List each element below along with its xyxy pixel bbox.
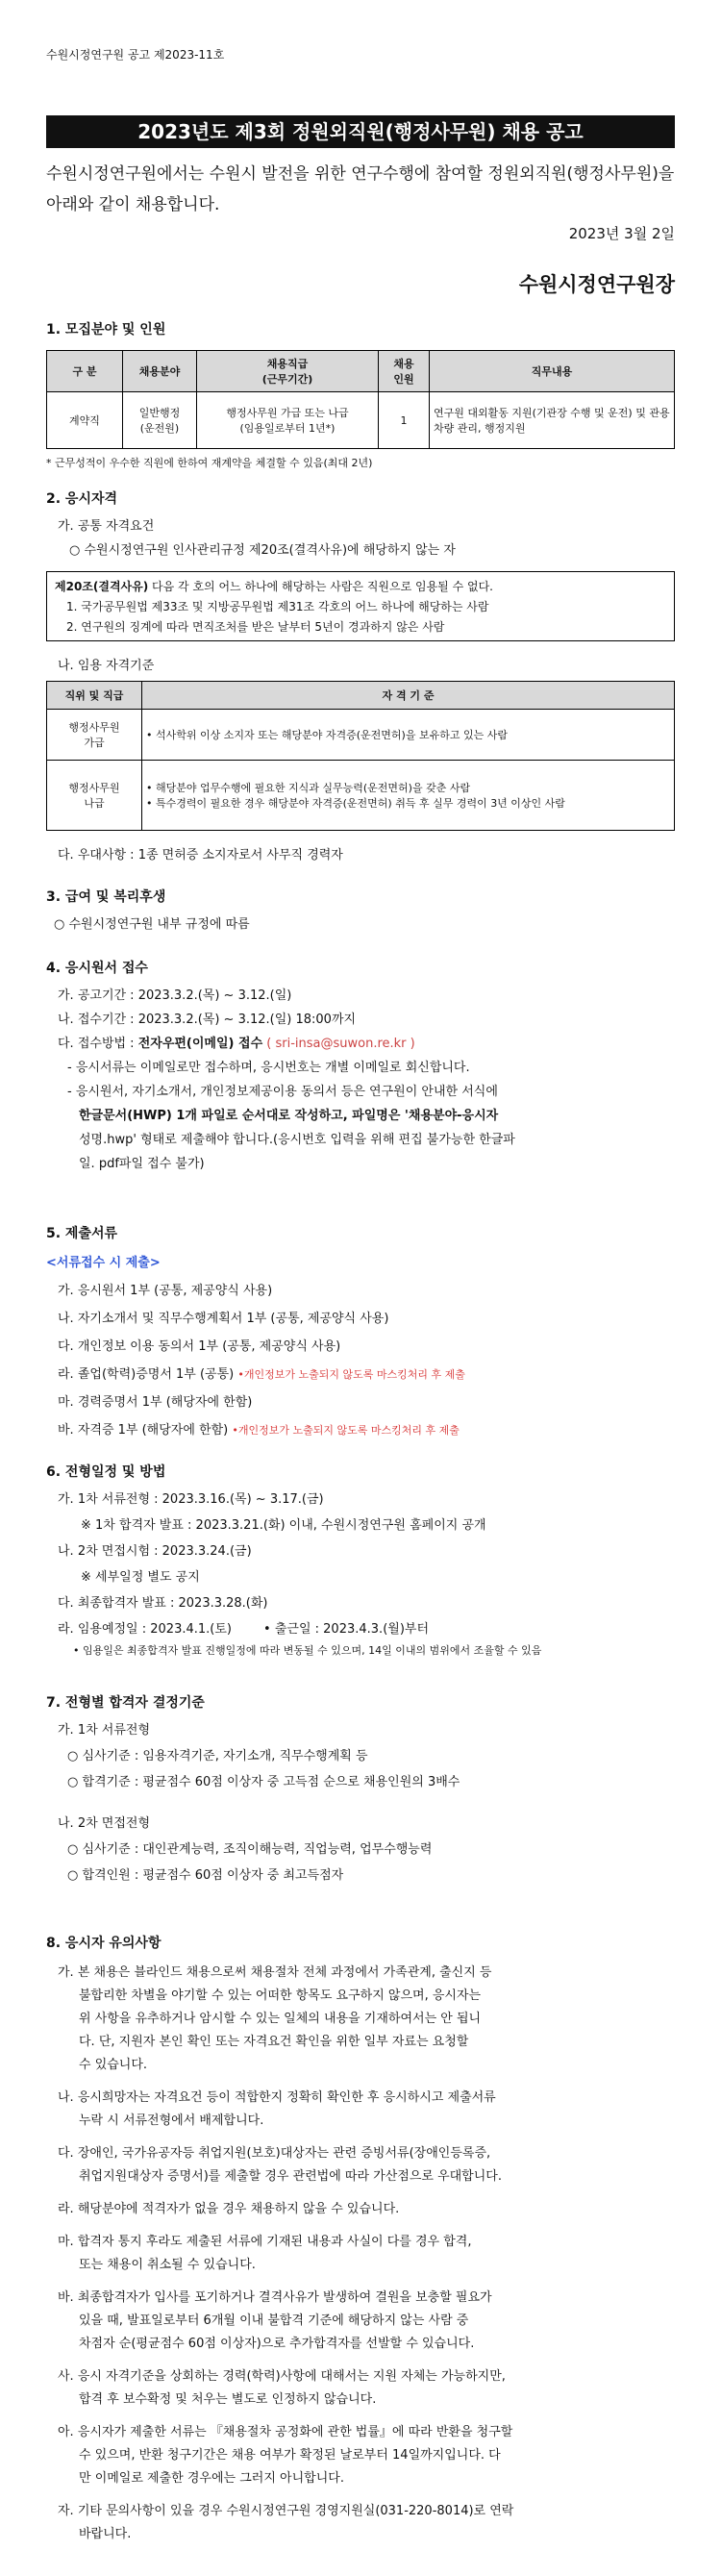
note-line: 마. 합격자 통지 후라도 제출된 서류에 기재된 내용과 사실이 다를 경우 합격, xyxy=(58,2235,472,2249)
method-note: 일. pdf파일 접수 불가) xyxy=(79,1157,205,1171)
note-line: 가. 본 채용은 블라인드 채용으로써 채용절차 전체 과정에서 가족관계, 출신지 등 xyxy=(58,1965,492,1980)
section-salary xyxy=(46,887,675,932)
article-box xyxy=(46,571,675,641)
criteria-line: • 특수경력이 필요한 경우 해당분야 자격증(운전면허) 취득 후 실무 경력이 3년 이상인 사람 xyxy=(146,797,565,810)
criteria-item: ○ 심사기준 : 임용자격기준, 자기소개, 직무수행계획 등 xyxy=(67,1749,368,1763)
section-title: 3. 급여 및 복리후생 xyxy=(46,889,166,905)
td-duty: 연구원 대외활동 지원(기관장 수행 및 운전) 및 관용차량 관리, 행정지원 xyxy=(430,392,675,449)
criteria-stage: 가. 1차 서류전형 xyxy=(58,1723,151,1738)
document-item xyxy=(58,1419,675,1438)
application-method xyxy=(58,1033,675,1051)
appointment-date: 라. 임용예정일 : 2023.4.1.(토) xyxy=(58,1622,232,1637)
note-line: 불합리한 차별을 야기할 수 있는 어떠한 항목도 요구하지 않으며, 응시자는 xyxy=(79,1988,482,2003)
method-note: 성명.hwp' 형태로 제출해야 합니다.(응시번호 입력을 위해 편집 불가능한 한글파 xyxy=(79,1133,515,1147)
th-duty: 직무내용 xyxy=(430,351,675,392)
section-title: 2. 응시자격 xyxy=(46,491,118,507)
th-grade: 채용직급 (근무기간) xyxy=(197,351,379,392)
method-value: 전자우편(이메일) 접수 xyxy=(137,1037,263,1051)
note-line: 다. 단, 지원자 본인 확인 또는 자격요건 확인을 위한 일부 자료는 요청할 xyxy=(79,2035,469,2049)
notice-date: 2023년 3월 2일 xyxy=(568,225,675,242)
td-count: 1 xyxy=(379,392,430,449)
th-category: 구 분 xyxy=(47,351,123,392)
notice-number: 수원시정연구원 공고 제2023-11호 xyxy=(46,48,225,62)
start-date: • 출근일 : 2023.4.3.(월)부터 xyxy=(263,1622,430,1637)
document-item-text: 바. 자격증 1부 (해당자에 한함) xyxy=(58,1423,229,1438)
note-line: 수 있으며, 반환 청구기간은 채용 여부가 확정된 날로부터 14일까지입니다. 다 xyxy=(79,2448,501,2463)
schedule-note: ※ 1차 합격자 발표 : 2023.3.21.(화) 이내, 수원시정연구원 홈페이지 공개 xyxy=(81,1518,486,1533)
note-line: 만 이메일로 제출한 경우에는 그러지 아니합니다. xyxy=(79,2471,344,2486)
page-title: 2023년도 제3회 정원외직원(행정사무원) 채용 공고 xyxy=(46,115,675,148)
note-line: 위 사항을 유추하거나 암시할 수 있는 일체의 내용을 기재하여서는 안 됩니 xyxy=(79,2012,482,2026)
note-line: 또는 채용이 취소될 수 있습니다. xyxy=(79,2258,256,2272)
document-item: 나. 자기소개서 및 직무수행계획서 1부 (공통, 제공양식 사용) xyxy=(58,1312,389,1326)
masking-note: •개인정보가 노출되지 않도록 마스킹처리 후 제출 xyxy=(237,1368,465,1381)
section-recruitment xyxy=(46,319,675,470)
th-count: 채용 인원 xyxy=(379,351,430,392)
document-item: 가. 응시원서 1부 (공통, 제공양식 사용) xyxy=(58,1284,273,1298)
requirement-item: ○ 수원시정연구원 인사관리규정 제20조(결격사유)에 해당하지 않는 자 xyxy=(69,543,456,558)
section-schedule xyxy=(46,1462,675,1658)
section-qualification xyxy=(46,488,675,863)
article-title: 제20조(결격사유) xyxy=(55,580,149,593)
schedule-footnote: • 임용일은 최종합격자 발표 진행일정에 따라 변동될 수 있으며, 14일 이내의 범위에서 조율할 수 있음 xyxy=(73,1644,542,1657)
note-item xyxy=(46,2500,675,2546)
documents-subtitle: <서류접수 시 제출> xyxy=(46,1256,161,1270)
common-requirement: 가. 공통 자격요건 xyxy=(58,519,155,534)
article-text: 다음 각 호의 어느 하나에 해당하는 사람은 직원으로 임용될 수 없다. xyxy=(148,580,493,593)
recruitment-table xyxy=(46,350,675,449)
note-item xyxy=(46,2198,675,2221)
salary-item: ○ 수원시정연구원 내부 규정에 따름 xyxy=(54,917,250,932)
section-title: 4. 응시원서 접수 xyxy=(46,961,148,976)
th-field: 채용분야 xyxy=(123,351,197,392)
td-position-b: 행정사무원 나급 xyxy=(47,761,142,831)
section-notes xyxy=(46,1933,675,2546)
note-line: 바랍니다. xyxy=(79,2527,132,2541)
preference: 다. 우대사항 : 1종 면허증 소지자로서 사무직 경력자 xyxy=(58,848,343,863)
document-item: 다. 개인정보 이용 동의서 1부 (공통, 제공양식 사용) xyxy=(58,1339,341,1354)
td-category: 계약직 xyxy=(47,392,123,449)
note-item xyxy=(46,2287,675,2356)
document-item-text: 라. 졸업(학력)증명서 1부 (공통) xyxy=(58,1367,235,1382)
criteria-item: ○ 합격기준 : 평균점수 60점 이상자 중 고득점 순으로 채용인원의 3배수 xyxy=(67,1775,460,1789)
schedule-item: 가. 1차 서류전형 : 2023.3.16.(목) ~ 3.17.(금) xyxy=(58,1492,324,1507)
method-note xyxy=(79,1105,675,1123)
note-item xyxy=(46,1962,675,2077)
criteria-line: • 해당분야 업무수행에 필요한 지식과 실무능력(운전면허)을 갖춘 사람 xyxy=(146,782,471,794)
section-criteria xyxy=(46,1692,675,1883)
schedule-item xyxy=(58,1618,675,1637)
article-item: 1. 국가공무원법 제33조 및 지방공무원법 제31조 각호의 어느 하나에 해당하는 사람 xyxy=(66,600,489,613)
article-item: 2. 연구원의 징계에 따라 면직조처를 받은 날부터 5년이 경과하지 않은 사람 xyxy=(66,620,445,634)
email-link[interactable]: ( sri-insa@suwon.re.kr ) xyxy=(266,1037,415,1051)
criteria-item: ○ 심사기준 : 대인관계능력, 조직이해능력, 직업능력, 업무수행능력 xyxy=(67,1842,433,1857)
notice-period: 가. 공고기간 : 2023.3.2.(목) ~ 3.12.(일) xyxy=(58,988,292,1003)
notes-list xyxy=(46,1962,675,2546)
note-item xyxy=(46,2142,675,2188)
note-line: 수 있습니다. xyxy=(79,2058,148,2072)
note-line: 다. 장애인, 국가유공자등 취업지원(보호)대상자는 관련 증빙서류(장애인등록증, xyxy=(58,2146,491,2161)
schedule-item: 나. 2차 면접시험 : 2023.3.24.(금) xyxy=(58,1544,252,1559)
section-documents xyxy=(46,1223,675,1438)
note-item xyxy=(46,2087,675,2133)
document-item xyxy=(58,1363,675,1382)
th-criteria: 자 격 기 준 xyxy=(142,682,675,710)
application-period: 나. 접수기간 : 2023.3.2.(목) ~ 3.12.(일) 18:00까지 xyxy=(58,1013,357,1027)
section-title: 5. 제출서류 xyxy=(46,1226,118,1241)
note-line: 사. 응시 자격기준을 상회하는 경력(학력)사항에 대해서는 지원 자체는 가능하지만, xyxy=(58,2369,506,2384)
note-line: 취업지원대상자 증명서)를 제출할 경우 관련법에 따라 가산점으로 우대합니다. xyxy=(79,2169,502,2184)
note-item xyxy=(46,2231,675,2277)
section-application xyxy=(46,958,675,1171)
td-position-a: 행정사무원 가급 xyxy=(47,710,142,761)
document-item: 마. 경력증명서 1부 (해당자에 한함) xyxy=(58,1395,253,1410)
section-title: 1. 모집분야 및 인원 xyxy=(46,322,166,338)
td-criteria-b xyxy=(142,761,675,831)
note-line: 라. 해당분야에 적격자가 없을 경우 채용하지 않을 수 있습니다. xyxy=(58,2202,400,2216)
note-line: 합격 후 보수확정 및 처우는 별도로 인정하지 않습니다. xyxy=(79,2392,377,2407)
schedule-item: 다. 최종합격자 발표 : 2023.3.28.(화) xyxy=(58,1596,268,1611)
th-position: 직위 및 직급 xyxy=(47,682,142,710)
td-field: 일반행정 (운전원) xyxy=(123,392,197,449)
note-item xyxy=(46,2421,675,2490)
criteria-table xyxy=(46,681,675,831)
note-line: 바. 최종합격자가 입사를 포기하거나 결격사유가 발생하여 결원을 보충할 필요가 xyxy=(58,2290,492,2305)
intro-paragraph: 수원시정연구원에서는 수원시 발전을 위한 연구수행에 참여할 정원외직원(행정사무원)을 아래와 같이 채용합니다. xyxy=(46,164,675,214)
note-line: 아. 응시자가 제출한 서류는 『채용절차 공정화에 관한 법률』에 따라 반환을 청구할 xyxy=(58,2425,513,2439)
method-label: 다. 접수방법 : xyxy=(58,1037,138,1051)
schedule-note: ※ 세부일정 별도 공지 xyxy=(81,1570,200,1585)
td-criteria-a: • 석사학위 이상 소지자 또는 해당분야 자격증(운전면허)을 보유하고 있는 사람 xyxy=(142,710,675,761)
criteria-item: ○ 합격인원 : 평균점수 60점 이상자 중 최고득점자 xyxy=(67,1868,344,1883)
method-note: - 응시서류는 이메일로만 접수하며, 응시번호는 개별 이메일로 회신합니다. xyxy=(67,1061,470,1075)
table-note: * 근무성적이 우수한 직원에 한하여 재계약을 체결할 수 있음(최대 2년) xyxy=(46,457,373,469)
td-grade: 행정사무원 가급 또는 나급 (임용일로부터 1년*) xyxy=(197,392,379,449)
note-line: 나. 응시희망자는 자격요건 등이 적합한지 정확히 확인한 후 응시하시고 제출서류 xyxy=(58,2090,496,2105)
criteria-stage: 나. 2차 면접전형 xyxy=(58,1816,151,1831)
section-title: 7. 전형별 합격자 결정기준 xyxy=(46,1695,205,1711)
qualification-criteria-title: 나. 임용 자격기준 xyxy=(58,659,155,673)
method-note: - 응시원서, 자기소개서, 개인정보제공이용 동의서 등은 연구원이 안내한 서식에 xyxy=(67,1085,498,1099)
section-title: 8. 응시자 유의사항 xyxy=(46,1936,162,1951)
masking-note: •개인정보가 노출되지 않도록 마스킹처리 후 제출 xyxy=(232,1424,460,1437)
note-line: 자. 기타 문의사항이 있을 경우 수원시정연구원 경영지원실(031-220-8014)로 연락 xyxy=(58,2504,514,2518)
note-line: 누락 시 서류전형에서 배제합니다. xyxy=(79,2113,264,2128)
note-line: 차점자 순(평균점수 60점 이상자)으로 추가합격자를 선발할 수 있습니다. xyxy=(79,2337,475,2351)
issuer-name: 수원시정연구원장 xyxy=(518,273,675,296)
note-item xyxy=(46,2365,675,2412)
section-title: 6. 전형일정 및 방법 xyxy=(46,1464,166,1480)
note-line: 있을 때, 발표일로부터 6개월 이내 불합격 기준에 해당하지 않는 사람 중 xyxy=(79,2313,469,2328)
method-note-text: 한글문서(HWP) 1개 파일로 순서대로 작성하고, 파일명은 '채용분야-응시자 xyxy=(79,1109,499,1123)
